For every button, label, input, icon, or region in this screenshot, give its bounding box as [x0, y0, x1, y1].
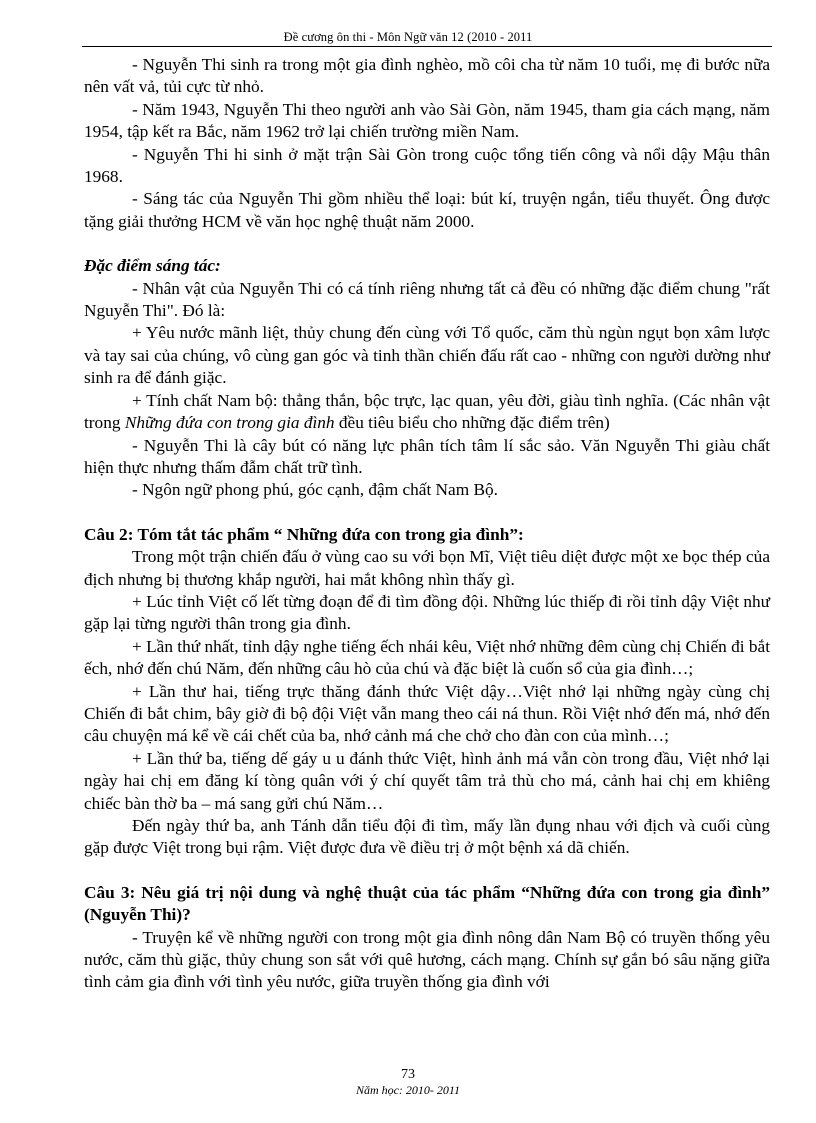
features-paragraph-1: - Nhân vật của Nguyễn Thi có cá tính riêng nhưng tất cả đều có những đặc điểm chung "rất Nguyễn Thi". Đó là:: [84, 278, 770, 321]
footer-school-year: Năm học: 2010- 2011: [355, 1083, 461, 1097]
q2-paragraph-1: Trong một trận chiến đấu ở vùng cao su với bọn Mĩ, Việt tiêu diệt được một xe bọc thép của địch nhưng bị thương khắp người, hai mắt không nhìn thấy gì.: [84, 547, 770, 589]
bio-paragraph-4: - Sáng tác của Nguyễn Thi gồm nhiều thể loại: bút kí, truyện ngắn, tiểu thuyết. Ông được tặng giải thưởng HCM về văn học nghệ thuật năm 2000.: [84, 189, 770, 231]
question-2-heading: Câu 2: Tóm tắt tác phẩm “ Những đứa con trong gia đình”:: [84, 524, 524, 544]
q2-paragraph-4: + Lần thư hai, tiếng trực thăng đánh thức Việt dậy…Việt nhớ lại những ngày cùng chị Chiến đi bắt chim, bây giờ đi bộ đội Việt vẫn mang theo cái ná thun. Rồi Việt nhớ đến má, nhớ đến câu chuyện má kể về cái chết của ba, nhớ cảnh má che chở cho đàn con của mình…;: [84, 681, 770, 746]
features-p3-text-after: đều tiêu biểu cho những đặc điểm trên): [334, 413, 610, 433]
page-number: 73: [401, 1067, 415, 1082]
features-paragraph-2: + Yêu nước mãnh liệt, thủy chung đến cùng với Tổ quốc, căm thù ngùn ngụt bọn xâm lược và tay sai của chúng, vô cùng gan góc và tinh thần chiến đấu rất cao - những con người dường như sinh ra để đánh giặc.: [84, 323, 770, 388]
features-paragraph-4: - Nguyễn Thi là cây bút có năng lực phân tích tâm lí sắc sảo. Văn Nguyễn Thi giàu chất hiện thực nhưng thấm đẫm chất trữ tình.: [84, 435, 770, 477]
features-paragraph-5: - Ngôn ngữ phong phú, góc cạnh, đậm chất Nam Bộ.: [132, 480, 498, 500]
bio-paragraph-3: - Nguyễn Thi hi sinh ở mặt trận Sài Gòn trong cuộc tổng tiến công và nổi dậy Mậu thân 1968.: [84, 144, 770, 187]
work-title-italic: Những đứa con trong gia đình: [124, 413, 335, 433]
question-3-heading: Câu 3: Nêu giá trị nội dung và nghệ thuật của tác phẩm “Những đứa con trong gia đình” (Nguyễn Thi)?: [84, 882, 770, 925]
features-paragraph-3: [84, 390, 770, 435]
running-header: Đề cương ôn thi - Môn Ngữ văn 12 (2010 - 2011: [283, 30, 533, 44]
bio-paragraph-1: - Nguyễn Thi sinh ra trong một gia đình nghèo, mồ côi cha từ năm 10 tuổi, mẹ đi bước nữa nên vất vả, tủi cực từ nhỏ.: [84, 55, 770, 97]
header-rule: [82, 46, 772, 47]
document-body: [84, 54, 770, 994]
q2-paragraph-3: + Lần thứ nhất, tỉnh dậy nghe tiếng ếch nhái kêu, Việt nhớ những đêm cùng chị Chiến đi bắt ếch, nhớ đến chú Năm, đến những câu hò của chú và đặc biệt là cuốn sổ của gia đình…;: [84, 636, 770, 679]
q2-paragraph-2: + Lúc tỉnh Việt cố lết từng đoạn để đi tìm đồng đội. Những lúc thiếp đi rồi tỉnh dậy Việt như gặp lại từng người thân trong gia đình.: [84, 591, 770, 634]
features-p3-text-before: + Tính chất Nam bộ: thẳng thắn, bộc trực, lạc quan, yêu đời, giàu tình nghĩa. (Các nhân vật trong: [84, 390, 770, 433]
section-heading-features: Đặc điểm sáng tác:: [84, 256, 221, 276]
bio-paragraph-2: - Năm 1943, Nguyễn Thi theo người anh vào Sài Gòn, năm 1945, tham gia cách mạng, năm 1954, tập kết ra Bắc, năm 1962 trở lại chiến trường miền Nam.: [84, 99, 770, 142]
q2-paragraph-6: Đến ngày thứ ba, anh Tánh dẫn tiểu đội đi tìm, mấy lần đụng nhau với địch và cuối cùng gặp được Việt trong bụi rậm. Việt được đưa về điều trị ở một bệnh xá dã chiến.: [84, 816, 770, 858]
q3-paragraph-1: - Truyện kể về những người con trong một gia đình nông dân Nam Bộ có truyền thống yêu nước, căm thù giặc, thủy chung son sắt với quê hương, cách mạng. Chính sự gắn bó sâu nặng giữa tình cảm gia đình với tình yêu nước, giữa truyền thống gia đình với: [84, 927, 770, 992]
q2-paragraph-5: + Lần thứ ba, tiếng dế gáy u u đánh thức Việt, hình ảnh má vẫn còn trong đầu, Việt nhớ lại ngày hai chị em đăng kí tòng quân với ý chí quyết tâm trả thù cho má, cảnh hai chị em khiêng chiếc bàn thờ ba – má sang gửi chú Năm…: [84, 748, 770, 813]
